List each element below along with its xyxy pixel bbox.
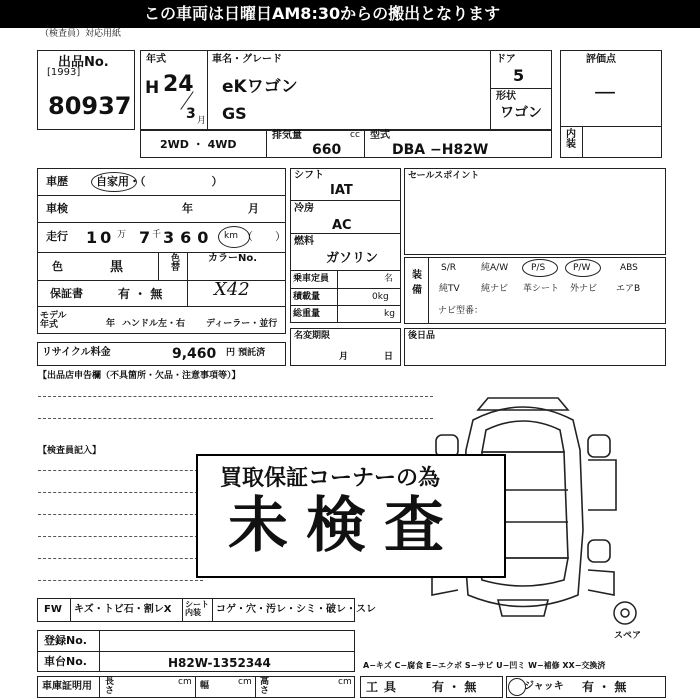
mileage-u1: 万 xyxy=(117,230,127,240)
seat-label: シート内装 xyxy=(185,600,209,617)
spare-label: スペア xyxy=(614,631,642,641)
jack-label: ジャッキ xyxy=(524,681,564,692)
spare-tire-icon xyxy=(612,600,638,626)
fw-value: キズ・トビ石・割レX xyxy=(74,604,172,615)
mileage-label: 走行 xyxy=(46,230,68,243)
tools-label: 工具 xyxy=(366,680,403,694)
mileage-d3: 360 xyxy=(163,228,215,247)
inspection-month: 月 xyxy=(248,202,259,215)
form-note: （検査員）対応用紙 xyxy=(40,29,122,39)
color-label: 色 xyxy=(52,260,63,273)
sales-point-label: セールスポイント xyxy=(408,171,480,181)
nav-model: ナビ型番： xyxy=(438,306,484,316)
displacement-unit: cc xyxy=(350,130,360,140)
equip-sr: S/R xyxy=(441,263,456,273)
warranty-value: 有 ・ 無 xyxy=(118,287,163,301)
inspection-year: 年 xyxy=(182,202,193,215)
equip-pw: P/W xyxy=(573,263,591,273)
year-num: 24 xyxy=(163,72,194,97)
mileage-unit: km xyxy=(224,231,238,241)
shape-value: ワゴン xyxy=(500,105,542,121)
name-change-day: 日 xyxy=(384,352,394,362)
vehicle-info-block xyxy=(37,168,286,334)
doors-label: ドア xyxy=(496,54,516,65)
equipment-label: 装備 xyxy=(412,270,422,296)
model-year-dealer: ディーラー・並行 xyxy=(206,319,278,329)
fuel-label: 燃料 xyxy=(294,236,314,247)
certificate-length: 長さ xyxy=(105,677,115,696)
certificate-height: 高さ xyxy=(260,677,270,696)
model-year-handle: ハンドル xyxy=(122,319,159,329)
year-label: 年式 xyxy=(146,54,166,65)
mileage-paren: （ ） xyxy=(242,230,286,243)
displacement-value: 660 xyxy=(312,142,342,158)
equip-nav: 純ナビ xyxy=(481,284,509,294)
gross-label: 総重量 xyxy=(293,309,321,319)
banner-text: この車両は日曜日AM8:30からの搬出となります xyxy=(144,4,501,23)
color-value: 黒 xyxy=(110,260,124,275)
lot-stamp: [1993] xyxy=(47,67,81,78)
gross-unit: kg xyxy=(384,309,395,319)
stamp-line1: 買取保証コーナーの為 xyxy=(220,466,441,491)
equip-leather: 革シート xyxy=(523,284,560,294)
seat-value: コゲ・穴・汚レ・シミ・破レ・スレ xyxy=(216,604,376,615)
model-year-label: モデル 年式 xyxy=(40,311,67,330)
model-year-lr: 左・右 xyxy=(158,319,186,329)
equip-abs: ABS xyxy=(620,263,638,273)
lot-number: 80937 xyxy=(48,92,132,120)
load-label: 積載量 xyxy=(293,292,321,302)
color-code: X42 xyxy=(214,279,250,300)
type-label: 型式 xyxy=(370,130,390,141)
tools-value: 有 ・ 無 xyxy=(432,680,477,694)
equip-ext-nav: 外ナビ xyxy=(570,284,598,294)
inspection-label: 車検 xyxy=(46,202,68,215)
displacement-label: 排気量 xyxy=(272,130,302,141)
certificate-width: 幅 xyxy=(200,681,210,691)
name-change-label: 名変期限 xyxy=(294,331,331,341)
model-name: eKワゴン xyxy=(222,77,298,97)
type-value: DBA −H82W xyxy=(392,142,489,158)
year-month-unit: 月 xyxy=(197,116,207,126)
stamp-line2: 未検査 xyxy=(228,491,462,561)
certificate-height-unit: cm xyxy=(338,677,352,687)
registration-label: 登録No. xyxy=(44,634,87,647)
capacity-unit: 名 xyxy=(384,274,394,284)
shift-label: シフト xyxy=(294,170,324,181)
sales-point-box xyxy=(404,168,666,255)
model-year-year: 年 xyxy=(106,319,116,329)
model-grade: GS xyxy=(222,104,247,123)
color-code-label: カラーNo. xyxy=(208,253,258,264)
certificate-length-unit: cm xyxy=(178,677,192,687)
after-items-label: 後日品 xyxy=(408,331,436,341)
aircon-label: 冷房 xyxy=(294,203,314,214)
load-unit: 0kg xyxy=(372,292,389,302)
lot-label: 出品No. xyxy=(58,55,109,70)
history-label: 車歴 xyxy=(46,175,68,188)
certificate-width-unit: cm xyxy=(238,677,252,687)
after-items-box xyxy=(404,328,666,366)
history-value: 自家用・（ ） xyxy=(96,175,223,188)
model-label: 車名・グレード xyxy=(212,54,282,65)
equip-tv: 純TV xyxy=(439,284,460,294)
certificate-label: 車庫証明用 xyxy=(42,681,92,692)
fuel-value: ガソリン xyxy=(326,251,379,266)
rating-value: — xyxy=(594,80,616,105)
warranty-label: 保証書 xyxy=(50,287,83,300)
equip-ps: P/S xyxy=(531,263,546,273)
recycle-unit: 円 預託済 xyxy=(226,348,266,358)
drive-value: 2WD ・ 4WD xyxy=(160,138,237,151)
equip-alloy: 純A/W xyxy=(481,263,509,273)
fw-label: FW xyxy=(44,604,62,615)
recycle-label: リサイクル料金 xyxy=(42,347,111,358)
color-change-label: 色替 xyxy=(171,254,181,273)
mileage-d1: 10 xyxy=(86,228,115,247)
interior-label: 内装 xyxy=(566,129,576,150)
declaration-label: 【出品店申告欄（不具箇所・欠品・注意事項等）】 xyxy=(38,371,241,381)
recycle-value: 9,460 xyxy=(172,346,217,362)
inspector-label: 【検査員記入】 xyxy=(38,446,102,456)
aircon-value: AC xyxy=(332,218,352,233)
doors-value: 5 xyxy=(513,66,525,85)
shape-label: 形状 xyxy=(496,91,516,102)
shift-value: IAT xyxy=(330,183,353,198)
name-change-month: 月 xyxy=(339,352,349,362)
mileage-d2: 7 xyxy=(139,228,151,247)
rating-label: 評価点 xyxy=(586,54,616,65)
year-month: 3 xyxy=(186,106,196,122)
chassis-label: 車台No. xyxy=(44,655,87,668)
chassis-value: H82W-1352344 xyxy=(168,656,271,670)
mileage-u2: 千 xyxy=(152,230,162,240)
damage-legend: A−キズ C−腐食 E−エクボ S−サビ U−凹ミ W−補修 XX−交換済 xyxy=(363,661,606,670)
year-era: H xyxy=(145,78,160,98)
jack-value: 有 ・ 無 xyxy=(582,680,627,694)
equip-airbag: エアB xyxy=(616,284,641,294)
capacity-label: 乗車定員 xyxy=(293,274,330,284)
